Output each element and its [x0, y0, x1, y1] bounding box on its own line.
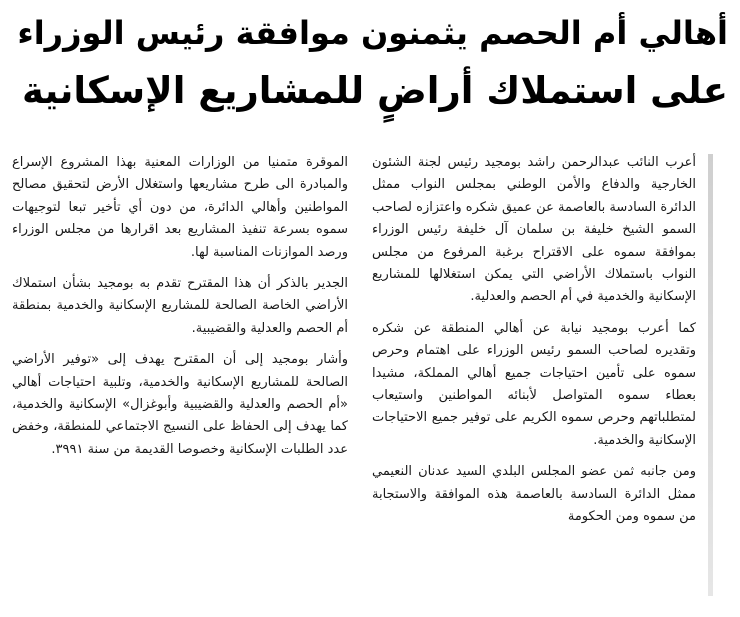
- headline-line-1: أهالي أم الحصم يثمنون موافقة رئيس الوزراء: [17, 14, 728, 52]
- paragraph: ومن جانبه ثمن عضو المجلس البلدي السيد عدنان النعيمي ممثل الدائرة السادسة بالعاصمة هذه الموافقة والاستجابة من سموه ومن الحكومة: [372, 464, 696, 525]
- headline: [10, 4, 728, 120]
- paragraph: كما أعرب بومجيد نيابة عن أهالي المنطقة عن شكره وتقديره لصاحب السمو رئيس الوزراء على اهتمام وحرص سموه على تأمين احتياجات جميع أهالي المملكة، مشيدا بعطاء سموه المتواصل لأبنائه المواطنين واستيعاب لمتطلباتهم وحرص سموه الكريم على توفير جميع الاحتياجات الإسكانية والخدمية.: [372, 320, 696, 448]
- paragraph: الجدير بالذكر أن هذا المقترح تقدم به بومجيد بشأن استملاك الأراضي الخاصة الصالحة للمشاريع الإسكانية والخدمية بمنطقة أم الحصم والعدلية والقضيبية.: [12, 276, 348, 336]
- paragraph: الموقرة متمنيا من الوزارات المعنية بهذا المشروع الإسراع والمبادرة الى طرح مشاريعها واستغلال الأرض لتحقيق مصالح المواطنين وأهالي الدائرة، من دون أي تأخير تبعا لتوجيهات سموه بسرعة تنفيذ المشاريع بعد اقرارها من مجلس الوزراء ورصد الموازنات المناسبة لها.: [12, 155, 348, 260]
- paragraph: وأشار بومجيد إلى أن المقترح يهدف إلى «توفير الأراضي الصالحة للمشاريع الإسكانية والخدمية، وتلبية احتياجات أهالي «أم الحصم والعدلية والقضيبية وأبوغزال» الإسكانية والخدمية، كما يهدف إلى الحفاظ على النسيج الاجتماعي للمنطقة، وخفض عدد الطلبات الإسكانية وخصوصا القديمة من سنة ٣٩٩١.: [12, 352, 348, 457]
- article-column-left: [12, 152, 348, 461]
- paragraph: أعرب النائب عبدالرحمن راشد بومجيد رئيس لجنة الشئون الخارجية والدفاع والأمن الوطني بمجلس النواب ممثل الدائرة السادسة بالعاصمة عن عميق شكره واعتزازه لصاحب السمو الشيخ خليفة بن سلمان آل خليفة رئيس الوزراء بموافقة سموه على الاقتراح برغبة المرفوع من مجلس النواب باستملاك الأراضي التي يمكن استغلالها للمشاريع الإسكانية والخدمية في أم الحصم والعدلية.: [372, 155, 696, 305]
- headline-line-2: على استملاك أراضٍ للمشاريع الإسكانية: [21, 69, 728, 112]
- article-column-right: [372, 152, 696, 529]
- column-side-rule: [708, 154, 713, 596]
